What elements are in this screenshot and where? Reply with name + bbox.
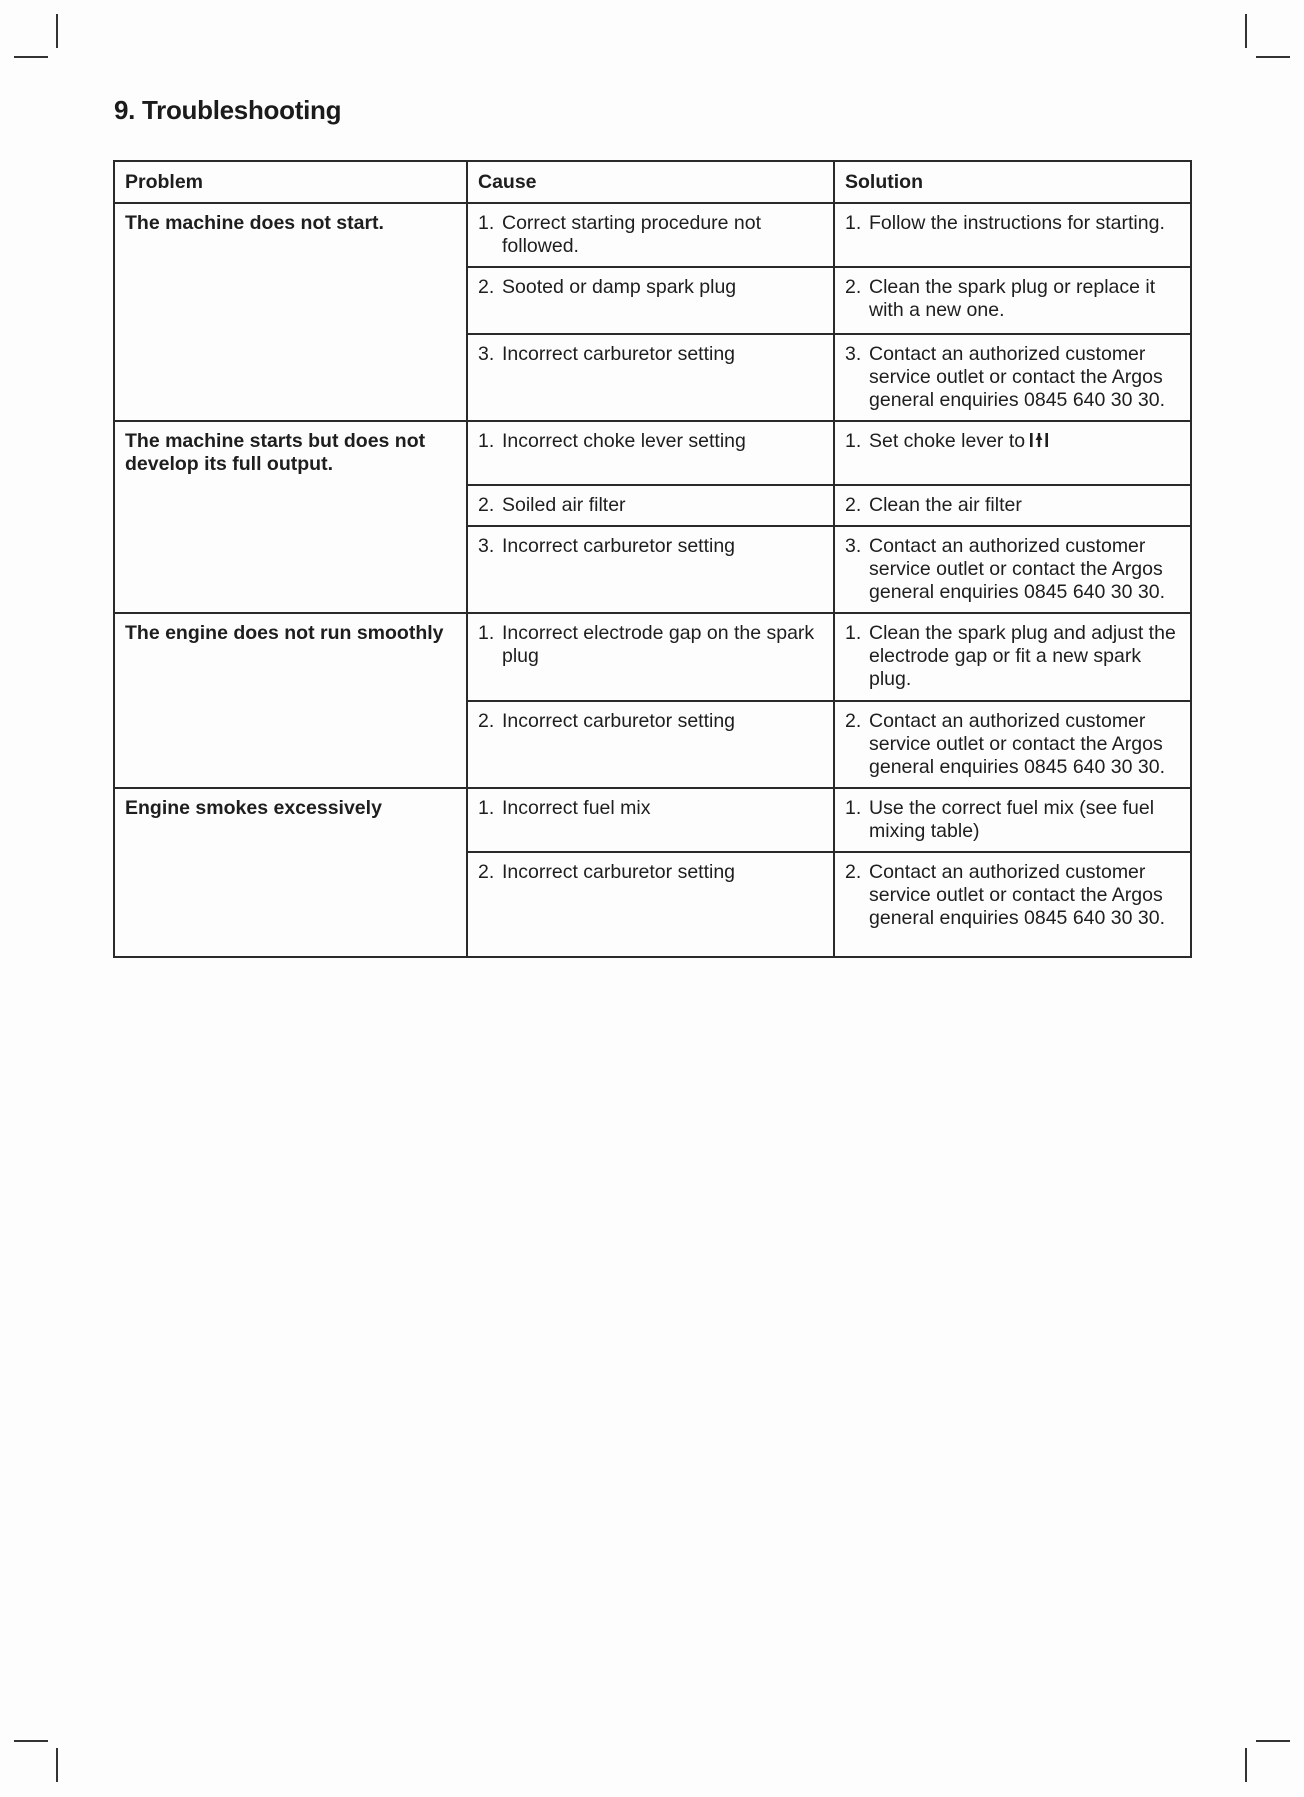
crop-mark xyxy=(1245,1748,1247,1782)
cause-cell: 1. Incorrect choke lever setting xyxy=(467,421,834,485)
solution-cell: 1. Clean the spark plug and adjust the electrode gap or fit a new spark plug. xyxy=(834,613,1191,701)
solution-cell: 2. Clean the spark plug or replace it with a new one. xyxy=(834,267,1191,334)
header-cause: Cause xyxy=(467,161,834,203)
table-row xyxy=(114,421,1191,485)
cause-cell: 3. Incorrect carburetor setting xyxy=(467,526,834,613)
cause-cell: 1. Correct starting procedure not followed. xyxy=(467,203,834,267)
table-header-row xyxy=(114,161,1191,203)
solution-cell: 1. Follow the instructions for starting. xyxy=(834,203,1191,267)
crop-mark xyxy=(14,56,48,58)
solution-cell: 2. Contact an authorized customer service outlet or contact the Argos general enquiries 0845 640 30 30. xyxy=(834,701,1191,788)
crop-mark xyxy=(1245,14,1247,48)
problem-cell: The machine starts but does not develop its full output. xyxy=(114,421,467,613)
solution-cell: 3. Contact an authorized customer service outlet or contact the Argos general enquiries 0845 640 30 30. xyxy=(834,334,1191,421)
solution-cell: 2. Contact an authorized customer service outlet or contact the Argos general enquiries 0845 640 30 30. xyxy=(834,852,1191,957)
table-row xyxy=(114,203,1191,267)
table-row xyxy=(114,613,1191,701)
cause-cell: 3. Incorrect carburetor setting xyxy=(467,334,834,421)
cause-cell: 1. Incorrect fuel mix xyxy=(467,788,834,852)
crop-mark xyxy=(56,1748,58,1782)
cause-cell: 2. Incorrect carburetor setting xyxy=(467,701,834,788)
crop-mark xyxy=(14,1740,48,1742)
cause-cell: 2. Soiled air filter xyxy=(467,485,834,526)
header-problem: Problem xyxy=(114,161,467,203)
problem-cell: The machine does not start. xyxy=(114,203,467,421)
cause-cell: 2. Incorrect carburetor setting xyxy=(467,852,834,957)
header-solution: Solution xyxy=(834,161,1191,203)
cause-cell: 1. Incorrect electrode gap on the spark plug xyxy=(467,613,834,701)
solution-cell: 1. Use the correct fuel mix (see fuel mixing table) xyxy=(834,788,1191,852)
solution-cell: 1. Set choke lever to xyxy=(834,421,1191,485)
solution-cell: 2. Clean the air filter xyxy=(834,485,1191,526)
problem-cell: The engine does not run smoothly xyxy=(114,613,467,788)
crop-mark xyxy=(1256,56,1290,58)
crop-mark xyxy=(1256,1740,1290,1742)
problem-cell: Engine smokes excessively xyxy=(114,788,467,957)
table-row xyxy=(114,788,1191,852)
solution-cell: 3. Contact an authorized customer service outlet or contact the Argos general enquiries 0845 640 30 30. xyxy=(834,526,1191,613)
crop-mark xyxy=(56,14,58,48)
cause-cell: 2. Sooted or damp spark plug xyxy=(467,267,834,334)
choke-open-icon xyxy=(1029,431,1049,449)
troubleshooting-table xyxy=(113,160,1192,958)
page-title: 9. Troubleshooting xyxy=(114,95,342,125)
